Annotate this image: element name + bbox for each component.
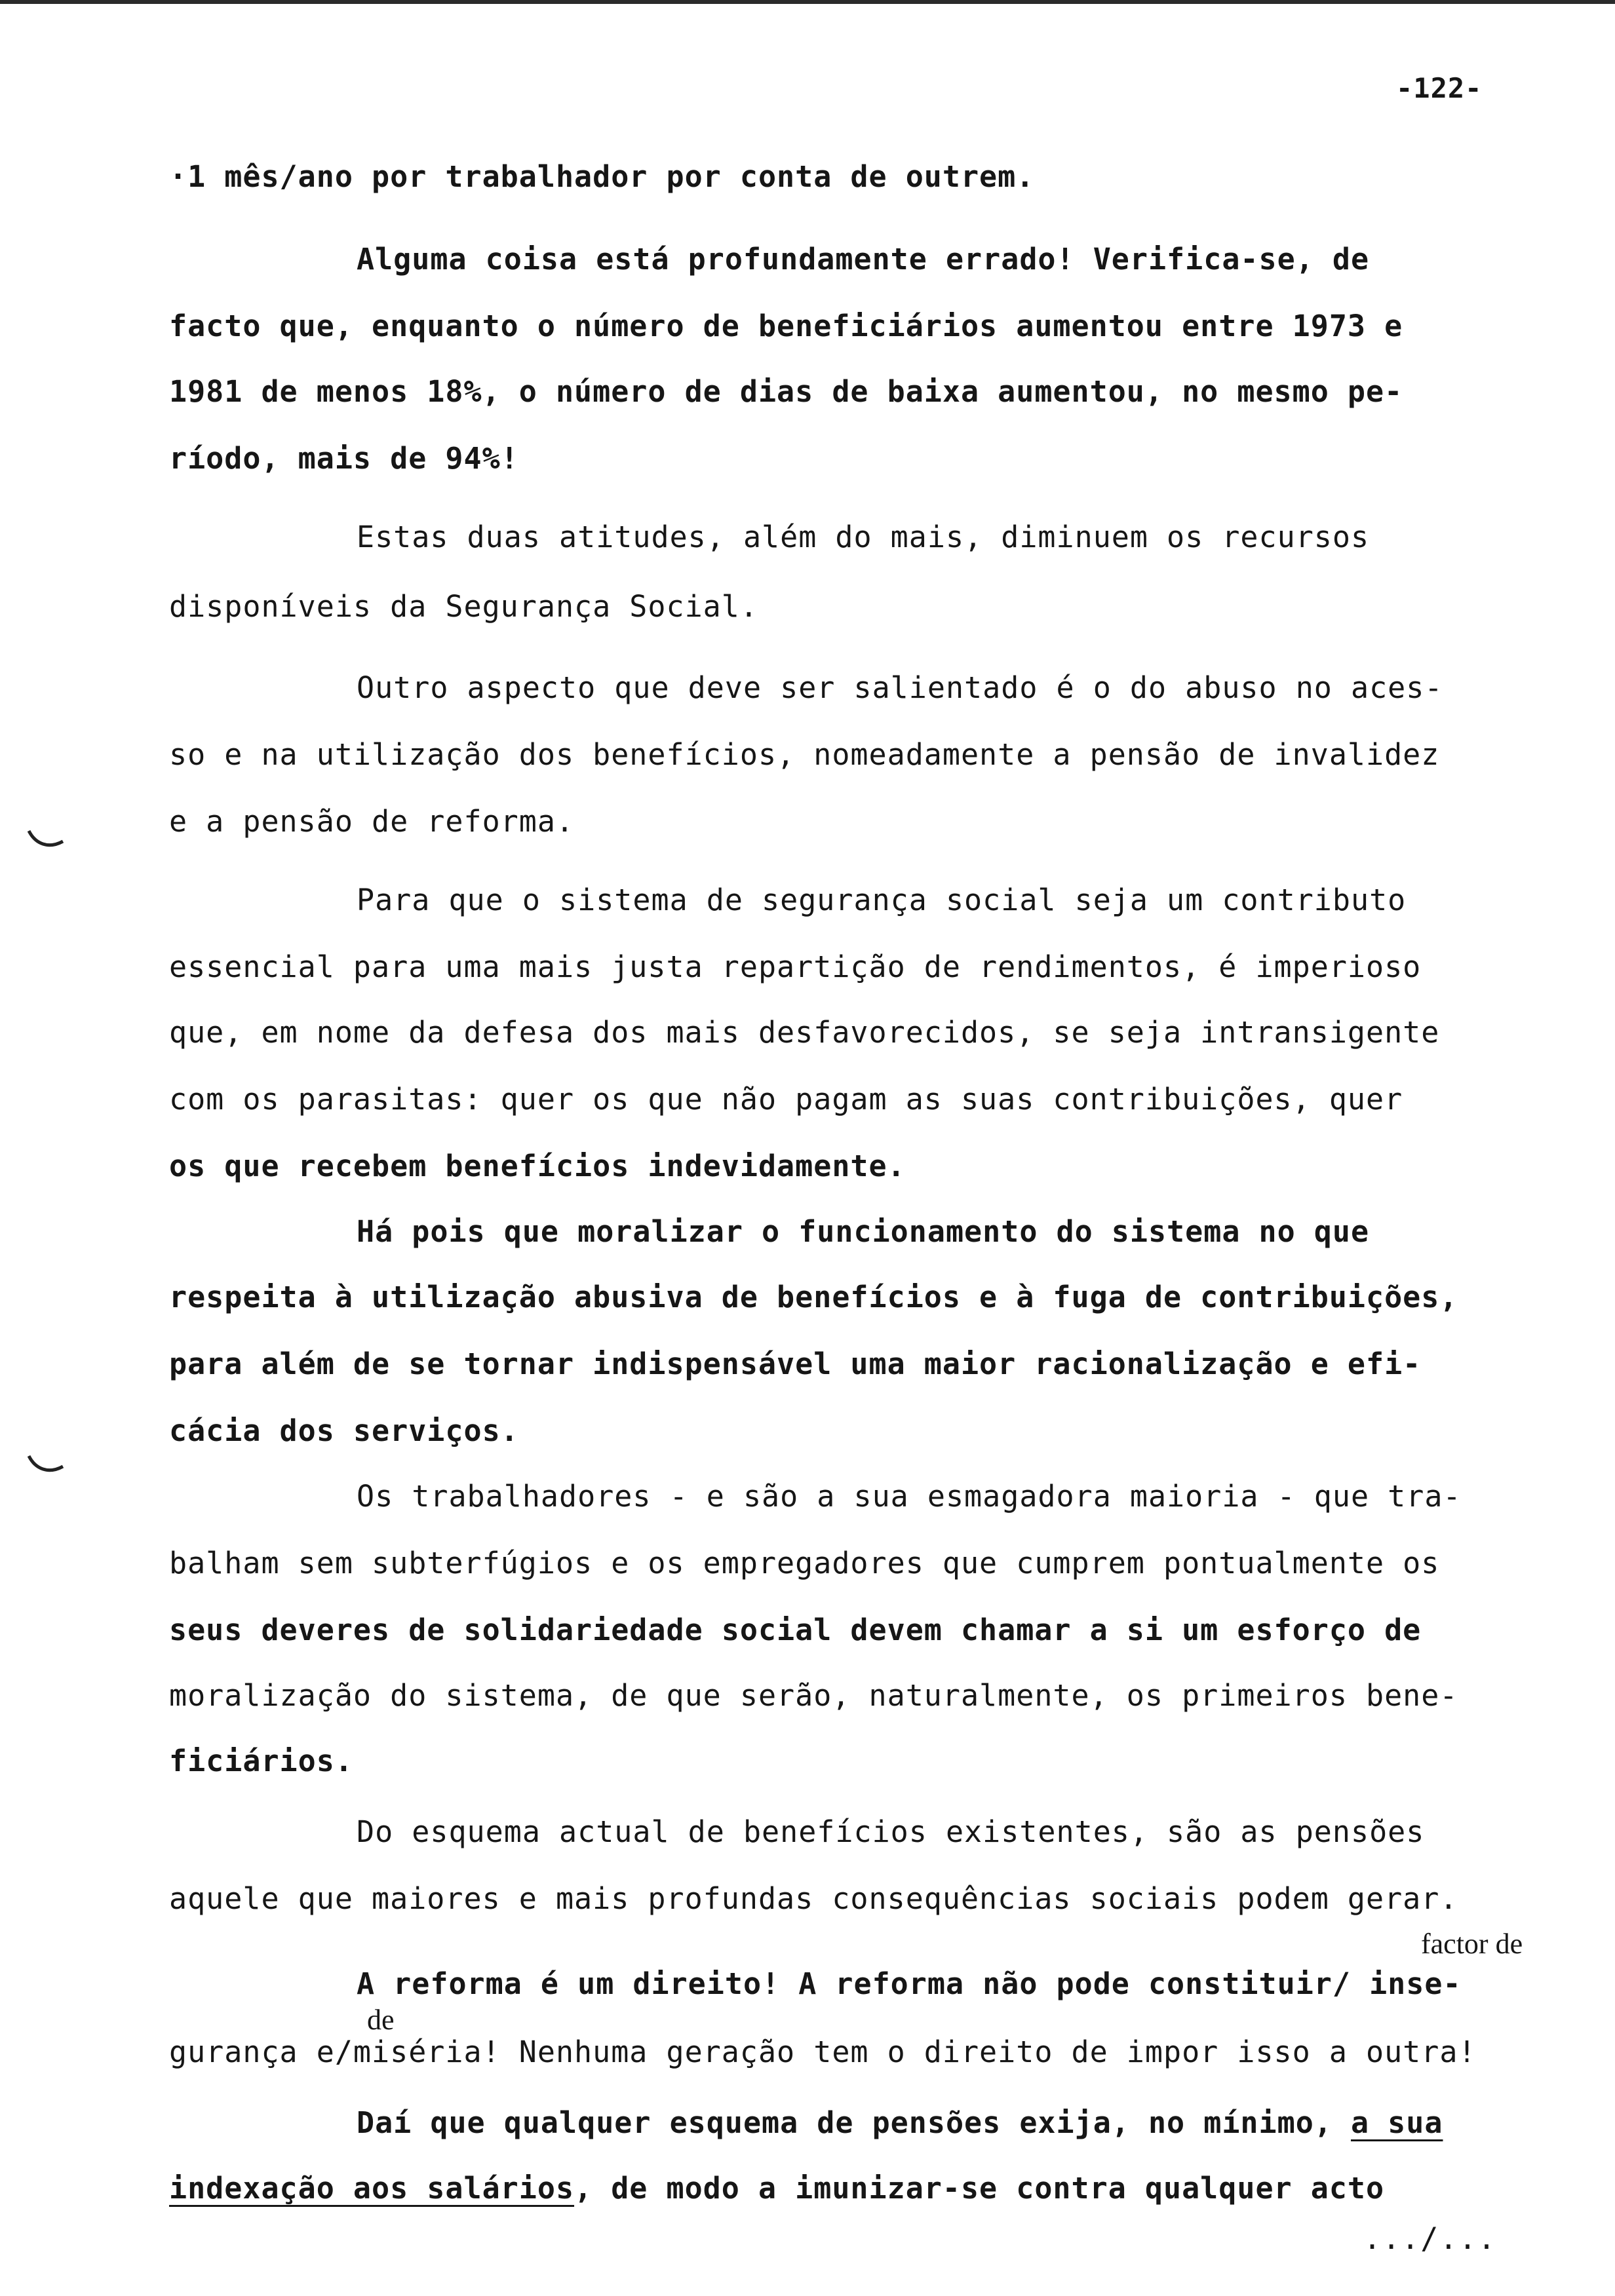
text-line: so e na utilização dos benefícios, nomeadamente a pensão de invalidez (169, 737, 1440, 772)
text-line: aquele que maiores e mais profundas consequências sociais podem gerar. (169, 1881, 1458, 1916)
text-line: para além de se tornar indispensável uma maior racionalização e efi- (169, 1347, 1422, 1381)
text-line: Outro aspecto que deve ser salientado é o do abuso no aces- (357, 670, 1443, 705)
page-number: -122- (1396, 72, 1483, 104)
scan-top-border (0, 0, 1615, 4)
text-line: Estas duas atitudes, além do mais, diminuem os recursos (357, 520, 1370, 554)
continuation-mark: .../... (1363, 2221, 1497, 2256)
text-line: que, em nome da defesa dos mais desfavorecidos, se seja intransigente (169, 1015, 1440, 1050)
text-line: gurança e/miséria! Nenhuma geração tem o direito de impor isso a outra! (169, 2035, 1477, 2069)
margin-hole-mark (26, 1452, 66, 1478)
text-line: ríodo, mais de 94%! (169, 441, 519, 476)
text-line: os que recebem benefícios indevidamente. (169, 1149, 906, 1183)
text-line: Do esquema actual de benefícios existentes, são as pensões (357, 1814, 1425, 1849)
text-line: Os trabalhadores - e são a sua esmagadora maioria - que tra- (357, 1479, 1462, 1514)
text-line: Para que o sistema de segurança social seja um contributo (357, 883, 1407, 917)
text-segment: , de modo a imunizar-se contra qualquer acto (574, 2171, 1385, 2206)
text-line: balham sem subterfúgios e os empregadores que cumprem pontualmente os (169, 1546, 1440, 1580)
text-line: disponíveis da Segurança Social. (169, 589, 758, 624)
handwritten-insertion: de (367, 2004, 395, 2036)
handwritten-insertion: factor de (1421, 1928, 1523, 1960)
text-line: moralização do sistema, de que serão, naturalmente, os primeiros bene- (169, 1678, 1458, 1713)
text-segment: Daí que qualquer esquema de pensões exija, no mínimo, (357, 2105, 1333, 2140)
text-line: 1981 de menos 18%, o número de dias de baixa aumentou, no mesmo pe- (169, 374, 1403, 409)
text-line: com os parasitas: quer os que não pagam as suas contribuições, quer (169, 1082, 1403, 1117)
underlined-text: indexação aos salários (169, 2171, 575, 2206)
text-line: e a pensão de reforma. (169, 804, 575, 839)
text-line: ficiários. (169, 1744, 353, 1778)
text-line: ·1 mês/ano por trabalhador por conta de outrem. (169, 159, 1035, 194)
text-line: A reforma é um direito! A reforma não pode constituir/ inse- (357, 1966, 1462, 2001)
text-line: Alguma coisa está profundamente errado! Verifica-se, de (357, 242, 1370, 277)
text-line: essencial para uma mais justa repartição de rendimentos, é imperioso (169, 949, 1422, 984)
text-line: Há pois que moralizar o funcionamento do sistema no que (357, 1214, 1370, 1249)
underlined-text: a sua (1351, 2105, 1443, 2140)
text-line: seus deveres de solidariedade social devem chamar a si um esforço de (169, 1613, 1422, 1647)
text-line: facto que, enquanto o número de beneficiários aumentou entre 1973 e (169, 309, 1403, 343)
text-line: cácia dos serviços. (169, 1413, 519, 1448)
text-line (357, 2105, 1443, 2141)
margin-hole-mark (26, 827, 66, 853)
text-line (169, 2170, 1384, 2207)
text-line: respeita à utilização abusiva de benefícios e à fuga de contribuições, (169, 1280, 1458, 1314)
